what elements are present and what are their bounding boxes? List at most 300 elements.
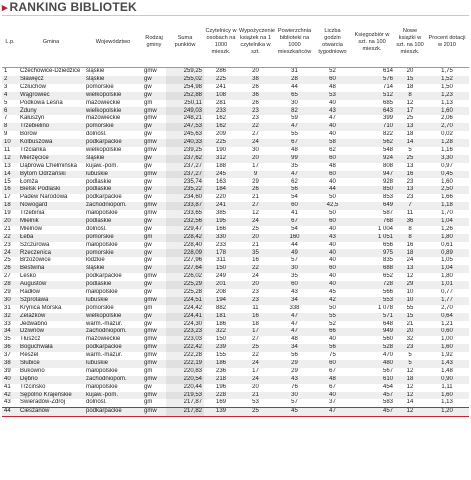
cell-suma-punktow: 224,51 <box>166 297 204 305</box>
cell-lp: 27 <box>4 273 11 280</box>
cell-godziny: 40 <box>329 131 336 138</box>
cell-czytelnicy: 169 <box>215 399 226 406</box>
cell-rodzaj-gminy: gmw <box>142 328 166 336</box>
cell-wypozyczenie: 20 <box>252 68 259 75</box>
cell-rodzaj-gminy: gm <box>144 367 153 374</box>
cell-nowe-ksiazki: 32 <box>406 336 414 343</box>
cell-wypozyczenie: 25 <box>252 225 259 232</box>
cell-gmina: Krynica Morska <box>20 304 62 311</box>
cell-godziny: 40 <box>316 392 349 400</box>
cell-wojewodztwo: lubuskie <box>84 171 142 179</box>
cell-gmina: Cieszanów <box>18 408 84 417</box>
cell-nowe-ksiazki: 29 <box>395 281 425 289</box>
cell-procent-dotacji: 0,90 <box>425 376 469 384</box>
cell-gmina: Tłuszcz <box>20 336 41 343</box>
cell-ksiegozbior: 576 <box>349 76 395 84</box>
cell-procent-dotacji: 1,52 <box>425 76 469 84</box>
cell-nowe-ksiazki: 7 <box>395 202 425 210</box>
cell-gmina: Boguchwała <box>18 344 84 352</box>
cell-procent-dotacji: 1,05 <box>441 257 453 264</box>
cell-powierzchnia: 35 <box>291 273 298 280</box>
cell-nowe-ksiazki: 18 <box>406 131 414 138</box>
cell-procent-dotacji: 1,60 <box>425 344 469 352</box>
cell-wypozyczenie: 21 <box>238 392 273 400</box>
cell-powierzchnia: 30 <box>291 99 298 106</box>
cell-lp: 23 <box>4 241 11 248</box>
cell-procent-dotacji: 1,92 <box>441 352 453 359</box>
cell-procent-dotacji: 1,23 <box>425 92 469 100</box>
cell-procent-dotacji: 3,30 <box>425 155 469 163</box>
cell-powierzchnia: 56 <box>291 352 298 359</box>
cell-powierzchnia: 30 <box>273 265 316 273</box>
cell-nowe-ksiazki: 20 <box>406 68 414 75</box>
cell-powierzchnia: 338 <box>289 304 300 311</box>
cell-procent-dotacji: 1,77 <box>425 297 469 305</box>
cell-ksiegozbior: 480 <box>349 360 395 368</box>
cell-godziny: 40 <box>329 257 336 264</box>
cell-czytelnicy: 178 <box>204 249 238 257</box>
cell-procent-dotacji: 1,13 <box>441 399 453 406</box>
table-row <box>2 289 469 297</box>
cell-wypozyczenie: 26 <box>252 83 259 90</box>
cell-wypozyczenie: 22 <box>252 352 259 359</box>
cell-procent-dotacji: 1,11 <box>441 383 453 390</box>
cell-wojewodztwo: zachodniopom. <box>84 376 142 384</box>
cell-godziny: 60 <box>316 155 349 163</box>
cell-nowe-ksiazki: 10 <box>395 297 425 305</box>
cell-suma-punktow: 224,30 <box>166 321 204 329</box>
cell-ksiegozbior: 566 <box>382 288 393 295</box>
cell-ksiegozbior: 1 078 <box>377 304 393 311</box>
cell-rodzaj-gminy: gw <box>142 265 166 273</box>
cell-czytelnicy: 155 <box>215 352 226 359</box>
cell-ksiegozbior: 947 <box>349 171 395 179</box>
cell-lp: 40 <box>2 376 18 384</box>
cell-gmina: Trzebielino <box>18 123 84 131</box>
cell-lp: 20 <box>2 218 18 226</box>
cell-czytelnicy: 330 <box>204 234 238 242</box>
table-row <box>2 313 469 321</box>
table-row <box>2 131 469 139</box>
cell-ksiegozbior: 457 <box>349 392 395 400</box>
cell-rodzaj-gminy: gmw <box>142 408 166 417</box>
cell-procent-dotacji: 1,20 <box>425 408 469 417</box>
cell-lp: 15 <box>4 178 11 185</box>
cell-czytelnicy: 181 <box>204 313 238 321</box>
cell-godziny: 60 <box>316 265 349 273</box>
cell-gmina: Padew Narodowa <box>20 194 68 201</box>
cell-czytelnicy: 882 <box>215 304 226 311</box>
cell-procent-dotacji: 0,45 <box>425 171 469 179</box>
cell-nowe-ksiazki: 13 <box>395 265 425 273</box>
cell-godziny: 40 <box>329 225 336 232</box>
cell-godziny: 58 <box>316 139 349 147</box>
cell-lp: 10 <box>2 139 18 147</box>
cell-wypozyczenie: 18 <box>252 320 259 327</box>
cell-czytelnicy: 385 <box>215 210 226 217</box>
cell-procent-dotacji: 0,89 <box>425 249 469 257</box>
cell-czytelnicy: 150 <box>215 336 226 343</box>
cell-wypozyczenie: 11 <box>252 304 259 311</box>
cell-gmina: Bytom Odrzański <box>18 171 84 179</box>
cell-wojewodztwo: pomorskie <box>86 304 114 311</box>
cell-procent-dotacji: 1,04 <box>425 218 469 226</box>
cell-lp: 16 <box>2 186 18 194</box>
cell-wojewodztwo: podkarpackie <box>84 408 142 417</box>
cell-gmina: Sępólno Krajeńskie <box>18 392 84 400</box>
cell-gmina: Dąbrowa Chełmińska <box>20 162 78 169</box>
table-row <box>2 249 469 257</box>
cell-nowe-ksiazki: 21 <box>406 320 414 327</box>
cell-procent-dotacji: 1,18 <box>425 202 469 210</box>
cell-powierzchnia: 76 <box>291 383 298 390</box>
table-row <box>2 139 469 147</box>
cell-suma-punktow: 220,54 <box>166 376 204 384</box>
cell-procent-dotacji: 1,04 <box>425 265 469 273</box>
cell-suma-punktow: 233,87 <box>166 202 204 210</box>
cell-rodzaj-gminy: gmw <box>144 115 157 122</box>
cell-powierzchnia: 60 <box>273 281 316 289</box>
cell-procent-dotacji: 1,60 <box>425 392 469 400</box>
cell-godziny: 40 <box>329 99 336 106</box>
cell-ksiegozbior: 853 <box>382 194 393 201</box>
cell-lp: 13 <box>4 162 11 169</box>
cell-suma-punktow: 225,29 <box>166 281 204 289</box>
cell-suma-punktow: 223,23 <box>166 328 204 336</box>
cell-wypozyczenie: 12 <box>252 210 259 217</box>
cell-wojewodztwo: zachodniopom. <box>84 328 142 336</box>
cell-procent-dotacji: 2,50 <box>425 186 469 194</box>
col-header-rodzaj-gminy: Rodzaj gminy <box>142 17 166 68</box>
table-row <box>2 218 469 226</box>
cell-powierzchnia: 67 <box>273 139 316 147</box>
cell-rodzaj-gminy: gmw <box>142 202 166 210</box>
cell-czytelnicy: 196 <box>215 383 226 390</box>
cell-suma-punktow: 234,60 <box>166 194 204 202</box>
cell-wojewodztwo: dolnośl. <box>86 399 107 406</box>
cell-nowe-ksiazki: 8 <box>408 225 412 232</box>
cell-lp: 31 <box>4 304 11 311</box>
cell-suma-punktow: 220,83 <box>166 368 204 376</box>
cell-godziny: 53 <box>316 92 349 100</box>
cell-gmina: Kolbuszowa <box>18 139 84 147</box>
cell-lp: 38 <box>2 360 18 368</box>
table-row <box>2 408 469 417</box>
cell-czytelnicy: 245 <box>204 171 238 179</box>
cell-ksiegozbior: 808 <box>382 162 393 169</box>
cell-gmina: Szprotawa <box>18 297 84 305</box>
cell-ksiegozbior: 928 <box>382 178 393 185</box>
cell-procent-dotacji: 1,01 <box>425 281 469 289</box>
cell-suma-punktow: 237,27 <box>166 171 204 179</box>
cell-lp: 17 <box>4 194 11 201</box>
cell-wojewodztwo: podlaskie <box>86 178 112 185</box>
cell-wojewodztwo: łódzkie <box>86 257 105 264</box>
cell-ksiegozbior: 652 <box>382 273 393 280</box>
cell-godziny: 60 <box>316 171 349 179</box>
cell-procent-dotacji: 1,80 <box>425 234 469 242</box>
table-row <box>2 234 469 242</box>
cell-powierzchnia: 29 <box>273 360 316 368</box>
cell-nowe-ksiazki: 25 <box>406 115 414 122</box>
col-header-wojewodztwo: Województwo <box>84 17 142 68</box>
cell-gmina: Nowogard <box>18 202 84 210</box>
cell-gmina: Bukowno <box>20 367 45 374</box>
cell-rodzaj-gminy: gw <box>142 92 166 100</box>
table-row <box>2 155 469 163</box>
table-row <box>2 107 469 115</box>
cell-lp: 2 <box>2 76 18 84</box>
cell-nowe-ksiazki: 8 <box>395 234 425 242</box>
cell-nowe-ksiazki: 12 <box>406 99 414 106</box>
cell-procent-dotacji: 1,66 <box>441 194 453 201</box>
cell-czytelnicy: 220 <box>215 194 226 201</box>
cell-godziny: 45 <box>329 288 336 295</box>
cell-lp: 18 <box>2 202 18 210</box>
cell-czytelnicy: 186 <box>215 320 226 327</box>
cell-ksiegozbior: 560 <box>382 336 393 343</box>
cell-lp: 32 <box>2 313 18 321</box>
cell-ksiegozbior: 924 <box>349 155 395 163</box>
table-row <box>2 123 469 131</box>
cell-wojewodztwo: podlaskie <box>84 218 142 226</box>
cell-czytelnicy: 236 <box>215 367 226 374</box>
cell-czytelnicy: 201 <box>204 281 238 289</box>
table-row <box>2 257 469 265</box>
cell-czytelnicy: 162 <box>215 115 226 122</box>
cell-nowe-ksiazki: 15 <box>395 76 425 84</box>
cell-powierzchnia: 47 <box>273 123 316 131</box>
cell-suma-punktow: 249,03 <box>166 107 204 115</box>
col-header-ksiegozbior: Księgozbiór w szt. na 100 mieszk. <box>349 17 395 68</box>
cell-rodzaj-gminy: gw <box>144 162 152 169</box>
cell-gmina: Rzeczenica <box>18 249 84 257</box>
cell-wojewodztwo: dolnośl. <box>86 225 107 232</box>
cell-wypozyczenie: 16 <box>252 257 259 264</box>
cell-godziny: 37 <box>329 399 336 406</box>
cell-suma-punktow: 247,53 <box>166 123 204 131</box>
table-row <box>2 297 469 305</box>
cell-suma-punktow: 228,09 <box>166 249 204 257</box>
table-row <box>2 100 469 108</box>
cell-wypozyczenie: 17 <box>252 367 259 374</box>
cell-wypozyczenie: 23 <box>238 297 273 305</box>
cell-godziny: 43 <box>316 234 349 242</box>
table-row <box>2 376 469 384</box>
cell-nowe-ksiazki: 12 <box>395 392 425 400</box>
cell-wypozyczenie: 17 <box>238 328 273 336</box>
cell-powierzchnia: 44 <box>291 241 298 248</box>
cell-wypozyczenie: 23 <box>252 288 259 295</box>
cell-ksiegozbior: 528 <box>349 344 395 352</box>
cell-rodzaj-gminy: gw <box>144 288 152 295</box>
cell-czytelnicy: 190 <box>215 146 226 153</box>
cell-godziny: 40 <box>316 249 349 257</box>
cell-rodzaj-gminy: gw <box>144 178 152 185</box>
cell-ksiegozbior: 648 <box>382 320 393 327</box>
cell-wojewodztwo: kujaw.-pom. <box>86 162 119 169</box>
cell-nowe-ksiazki: 36 <box>395 218 425 226</box>
cell-lp: 36 <box>2 344 18 352</box>
cell-gmina: Bestwina <box>18 265 84 273</box>
cell-nowe-ksiazki: 13 <box>395 186 425 194</box>
cell-rodzaj-gminy: gmw <box>142 139 166 147</box>
cell-godziny: 40 <box>316 123 349 131</box>
cell-wojewodztwo: pomorskie <box>84 234 142 242</box>
cell-wypozyczenie: 26 <box>238 186 273 194</box>
cell-czytelnicy: 233 <box>215 241 226 248</box>
cell-powierzchnia: 48 <box>291 146 298 153</box>
cell-godziny: 44 <box>316 186 349 194</box>
cell-godziny: 48 <box>329 162 336 169</box>
cell-suma-punktow: 235,74 <box>166 178 204 186</box>
cell-rodzaj-gminy: gm <box>144 399 153 406</box>
cell-wojewodztwo: podlaskie <box>84 186 142 194</box>
cell-ksiegozbior: 949 <box>349 328 395 336</box>
cell-nowe-ksiazki: 18 <box>395 249 425 257</box>
cell-powierzchnia: 43 <box>291 288 298 295</box>
table-row <box>2 194 469 202</box>
cell-powierzchnia: 55 <box>291 131 298 138</box>
cell-powierzchnia: 56 <box>273 186 316 194</box>
cell-lp: 21 <box>4 225 11 232</box>
cell-gmina: Dębno <box>18 376 84 384</box>
cell-wojewodztwo: wielkopolskie <box>84 313 142 321</box>
cell-rodzaj-gminy: gw <box>142 76 166 84</box>
cell-procent-dotacji: 0,61 <box>441 241 453 248</box>
cell-lp: 44 <box>2 408 18 417</box>
cell-nowe-ksiazki: 13 <box>406 162 414 169</box>
cell-ksiegozbior: 512 <box>349 92 395 100</box>
cell-rodzaj-gminy: gm <box>144 304 153 311</box>
cell-czytelnicy: 184 <box>204 186 238 194</box>
cell-czytelnicy: 286 <box>215 68 226 75</box>
cell-rodzaj-gminy: gw <box>144 131 152 138</box>
cell-nowe-ksiazki: 14 <box>395 139 425 147</box>
cell-ksiegozbior: 710 <box>349 123 395 131</box>
cell-powierzchnia: 34 <box>273 297 316 305</box>
cell-powierzchnia: 99 <box>273 155 316 163</box>
cell-ksiegozbior: 685 <box>382 99 393 106</box>
cell-wojewodztwo: podkarpackie <box>86 273 122 280</box>
cell-gmina: Człuchów <box>20 83 47 90</box>
cell-lp: 11 <box>4 146 11 153</box>
cell-godziny: 48 <box>329 83 336 90</box>
cell-ksiegozbior: 571 <box>349 313 395 321</box>
cell-powierzchnia: 44 <box>291 83 298 90</box>
cell-gmina: Żelazków <box>18 313 84 321</box>
col-header-czytelnicy: Czytelnicy w osobach na 1000 mieszk. <box>204 17 238 68</box>
table-body <box>2 68 469 417</box>
cell-ksiegozbior: 614 <box>382 68 393 75</box>
cell-lp: 4 <box>2 92 18 100</box>
cell-suma-punktow: 235,22 <box>166 186 204 194</box>
cell-gmina: Sławięcz <box>18 76 84 84</box>
cell-rodzaj-gminy: gw <box>144 194 152 201</box>
cell-czytelnicy: 311 <box>216 257 226 264</box>
cell-godziny: 60 <box>316 360 349 368</box>
cell-lp: 19 <box>4 210 11 217</box>
cell-procent-dotacji: 1,80 <box>441 273 453 280</box>
cell-gmina: Czechowice-Dziedzice <box>20 68 81 75</box>
cell-wojewodztwo: warm.-mazur. <box>86 320 123 327</box>
cell-godziny: 75 <box>329 352 336 359</box>
cell-gmina: Szczurowa <box>20 241 50 248</box>
cell-wypozyczenie: 38 <box>238 76 273 84</box>
cell-czytelnicy: 194 <box>204 297 238 305</box>
cell-powierzchnia: 54 <box>291 225 298 232</box>
cell-rodzaj-gminy: gw <box>142 249 166 257</box>
cell-ksiegozbior: 454 <box>382 383 393 390</box>
cell-nowe-ksiazki: 23 <box>406 194 414 201</box>
cell-wojewodztwo: lubuskie <box>84 360 142 368</box>
cell-procent-dotacji: 1,60 <box>425 107 469 115</box>
cell-ksiegozbior: 587 <box>382 210 393 217</box>
cell-gmina: Mielnów <box>20 225 43 232</box>
cell-lp: 43 <box>4 399 11 406</box>
table-row <box>2 68 469 76</box>
cell-rodzaj-gminy: gw <box>144 320 152 327</box>
cell-wypozyczenie: 20 <box>252 383 259 390</box>
cell-procent-dotacji: 1,43 <box>425 360 469 368</box>
cell-czytelnicy: 209 <box>215 131 226 138</box>
cell-godziny: 50 <box>329 210 336 217</box>
cell-rodzaj-gminy: gm <box>144 99 153 106</box>
cell-wojewodztwo: śląskie <box>84 76 142 84</box>
cell-wojewodztwo: kujaw.-pom. <box>84 392 142 400</box>
cell-powierzchnia: 34 <box>273 344 316 352</box>
cell-rodzaj-gminy: gw <box>144 241 152 248</box>
cell-suma-punktow: 225,28 <box>166 289 204 297</box>
cell-czytelnicy: 322 <box>204 328 238 336</box>
cell-wypozyczenie: 27 <box>252 336 259 343</box>
cell-czytelnicy: 108 <box>204 92 238 100</box>
cell-rodzaj-gminy: gmw <box>144 273 157 280</box>
cell-suma-punktow: 224,42 <box>166 305 204 313</box>
cell-lp: 39 <box>4 367 11 374</box>
cell-ksiegozbior: 656 <box>382 241 393 248</box>
cell-suma-punktow: 254,98 <box>166 84 204 92</box>
cell-gmina: Mierzęcice <box>18 155 84 163</box>
cell-wypozyczenie: 27 <box>252 131 259 138</box>
ranking-title-bar <box>2 0 137 14</box>
cell-suma-punktow: 222,19 <box>166 360 204 368</box>
cell-suma-punktow: 227,64 <box>166 265 204 273</box>
cell-ksiegozbior: 643 <box>349 107 395 115</box>
cell-gmina: Zduny <box>18 107 84 115</box>
cell-gmina: Kałuszyn <box>20 115 45 122</box>
cell-procent-dotacji: 2,70 <box>441 304 453 311</box>
cell-nowe-ksiazki: 11 <box>406 210 414 217</box>
cell-rodzaj-gminy: gw <box>144 83 152 90</box>
cell-suma-punktow: 227,96 <box>166 257 204 265</box>
cell-powierzchnia: 31 <box>291 68 298 75</box>
cell-gmina: Reszel <box>20 352 39 359</box>
cell-godziny: 40 <box>329 241 336 248</box>
cell-lp: 12 <box>2 155 18 163</box>
cell-suma-punktow: 222,42 <box>166 344 204 352</box>
cell-powierzchnia: 29 <box>291 367 298 374</box>
cell-rodzaj-gminy: gmw <box>144 146 157 153</box>
cell-wypozyczenie: 9 <box>238 171 273 179</box>
cell-lp: 22 <box>2 234 18 242</box>
table-row <box>2 115 469 123</box>
cell-gmina: Lesko <box>20 273 37 280</box>
cell-gmina: Trzcianka <box>20 146 46 153</box>
cell-wypozyczenie: 24 <box>238 360 273 368</box>
cell-lp: 30 <box>2 297 18 305</box>
cell-suma-punktow: 228,42 <box>166 234 204 242</box>
